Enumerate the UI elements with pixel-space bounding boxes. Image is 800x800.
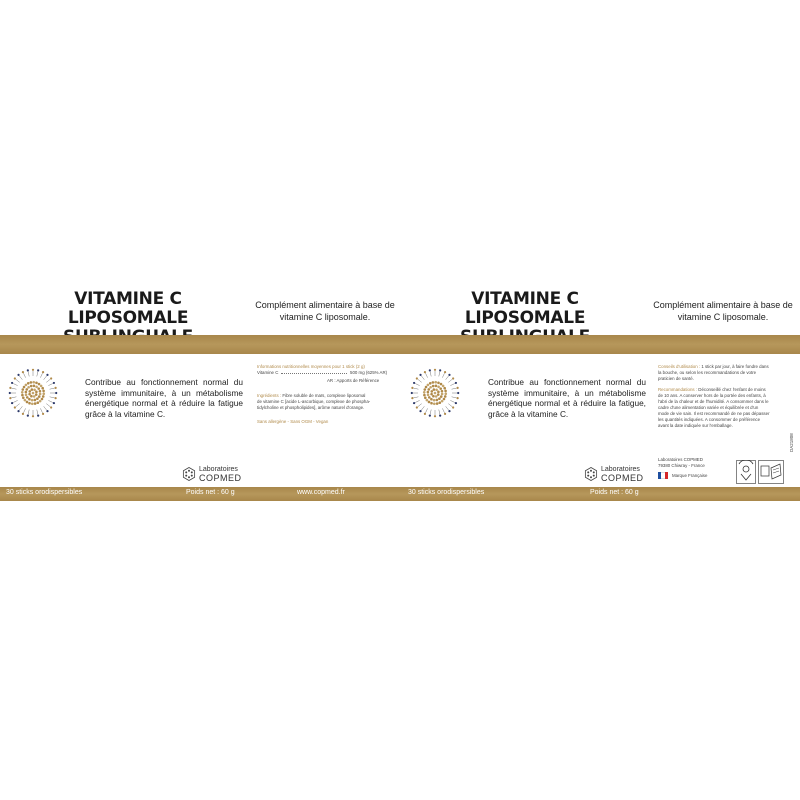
copmed-name-text: COPMED	[601, 473, 644, 483]
gold-band-bottom	[0, 487, 800, 501]
panel-2-subtitle	[648, 299, 798, 323]
usage-line1: 1 stick par jour, à faire fondre dans	[701, 364, 769, 369]
ar-note: AR : Apports de Référence	[327, 378, 380, 383]
triman-recycling-icon	[736, 460, 756, 484]
ingredients-line1: Fibre soluble de maïs, complexe liposomal	[282, 393, 366, 398]
nutrition-value: 500 mg (625% AR)	[350, 370, 388, 375]
company-line2: 79380 Chiwray - France	[658, 463, 705, 468]
ingredients-label: Ingrédients :	[257, 393, 282, 398]
panel-1-title-line1: VITAMINE C LIPOSOMALE	[67, 289, 189, 328]
liposome-sphere-logo	[8, 368, 58, 418]
company-line1: Laboratoires COPMED	[658, 457, 703, 462]
copmed-name-text: COPMED	[199, 473, 242, 483]
reco-label: Recommandations :	[658, 387, 698, 392]
usage-line2: la bouche, ou selon les recommandations de votre	[658, 370, 757, 375]
gold-band-top	[0, 335, 800, 354]
panel-1-website: www.copmed.fr	[297, 489, 345, 496]
panel-2-subtitle-line1: Complément alimentaire à base de	[653, 300, 793, 310]
reco-line2: de 10 ans. A conserver hors de la portée des enfants, à	[658, 393, 766, 398]
panel-2-title-line1: VITAMINE C LIPOSOMALE	[464, 289, 586, 328]
copmed-logo	[182, 466, 242, 482]
allergen-note: Sans allergène - Sans OGM - Vegan	[257, 419, 329, 424]
reco-line4: cadre d'une alimentation variée et équilibrée et d'un	[658, 405, 759, 410]
copmed-lab-text: Laboratoires	[199, 466, 238, 473]
panel-2-description: Contribue au fonctionnement normal du système immunitaire, à un métabolisme énergétique normal et à réduire la fatigue, grâce à la vitamine C.	[488, 377, 646, 419]
copmed-hex-icon	[182, 467, 196, 481]
ingredients-line3: tidylcholine et phospholipides], arôme naturel d'orange.	[257, 405, 365, 410]
reco-line5: mode de vie sain. Il est recommandé de ne pas dépasser	[658, 411, 770, 416]
ingredients-line2: de vitamine C [acide L-ascorbique, complexe de phospha-	[257, 399, 371, 404]
lot-code: DA21808	[789, 433, 794, 452]
reco-line6: les quantités indiquées. A consommer de préférence	[658, 417, 761, 422]
copmed-hex-icon	[584, 467, 598, 481]
copmed-logo	[584, 466, 644, 482]
reco-line7: avant la date indiquée sur l'emballage.	[658, 423, 733, 428]
usage-label: Conseils d'utilisation :	[658, 364, 701, 369]
liposome-sphere-logo	[410, 368, 460, 418]
nutrition-header: Informations nutritionnelles moyennes pour 1 stick (2 g)	[257, 364, 365, 369]
panel-1-net-weight: Poids net : 60 g	[186, 489, 235, 496]
nutrition-row	[257, 370, 392, 376]
panel-2-net-weight: Poids net : 60 g	[590, 489, 639, 496]
panel-2-subtitle-line2: vitamine C liposomale.	[677, 312, 769, 322]
panel-1-description: Contribue au fonctionnement normal du système immunitaire, à un métabolisme énergétique normal et à réduire la fatigue grâce à la vitamine C.	[85, 377, 243, 419]
sorting-info-icon	[758, 460, 784, 484]
copmed-lab-text: Laboratoires	[601, 466, 640, 473]
panel-1-subtitle	[250, 299, 400, 323]
usage-line3: praticien de santé.	[658, 376, 694, 381]
reco-line1: Déconseillé chez l'enfant de moins	[698, 387, 766, 392]
made-in-france: Marque Française	[672, 473, 708, 478]
reco-line3: l'abri de la chaleur et de l'humidité. A consommer dans le	[658, 399, 769, 404]
nutrition-dots	[281, 373, 347, 374]
france-flag-icon	[658, 472, 668, 479]
panel-1-subtitle-line1: Complément alimentaire à base de	[255, 300, 395, 310]
panel-1-subtitle-line2: vitamine C liposomale.	[279, 312, 371, 322]
panel-1-sticks-count: 30 sticks orodispersibles	[6, 489, 83, 496]
nutrition-item: Vitamine C	[257, 370, 279, 375]
panel-2-sticks-count: 30 sticks orodispersibles	[408, 489, 485, 496]
